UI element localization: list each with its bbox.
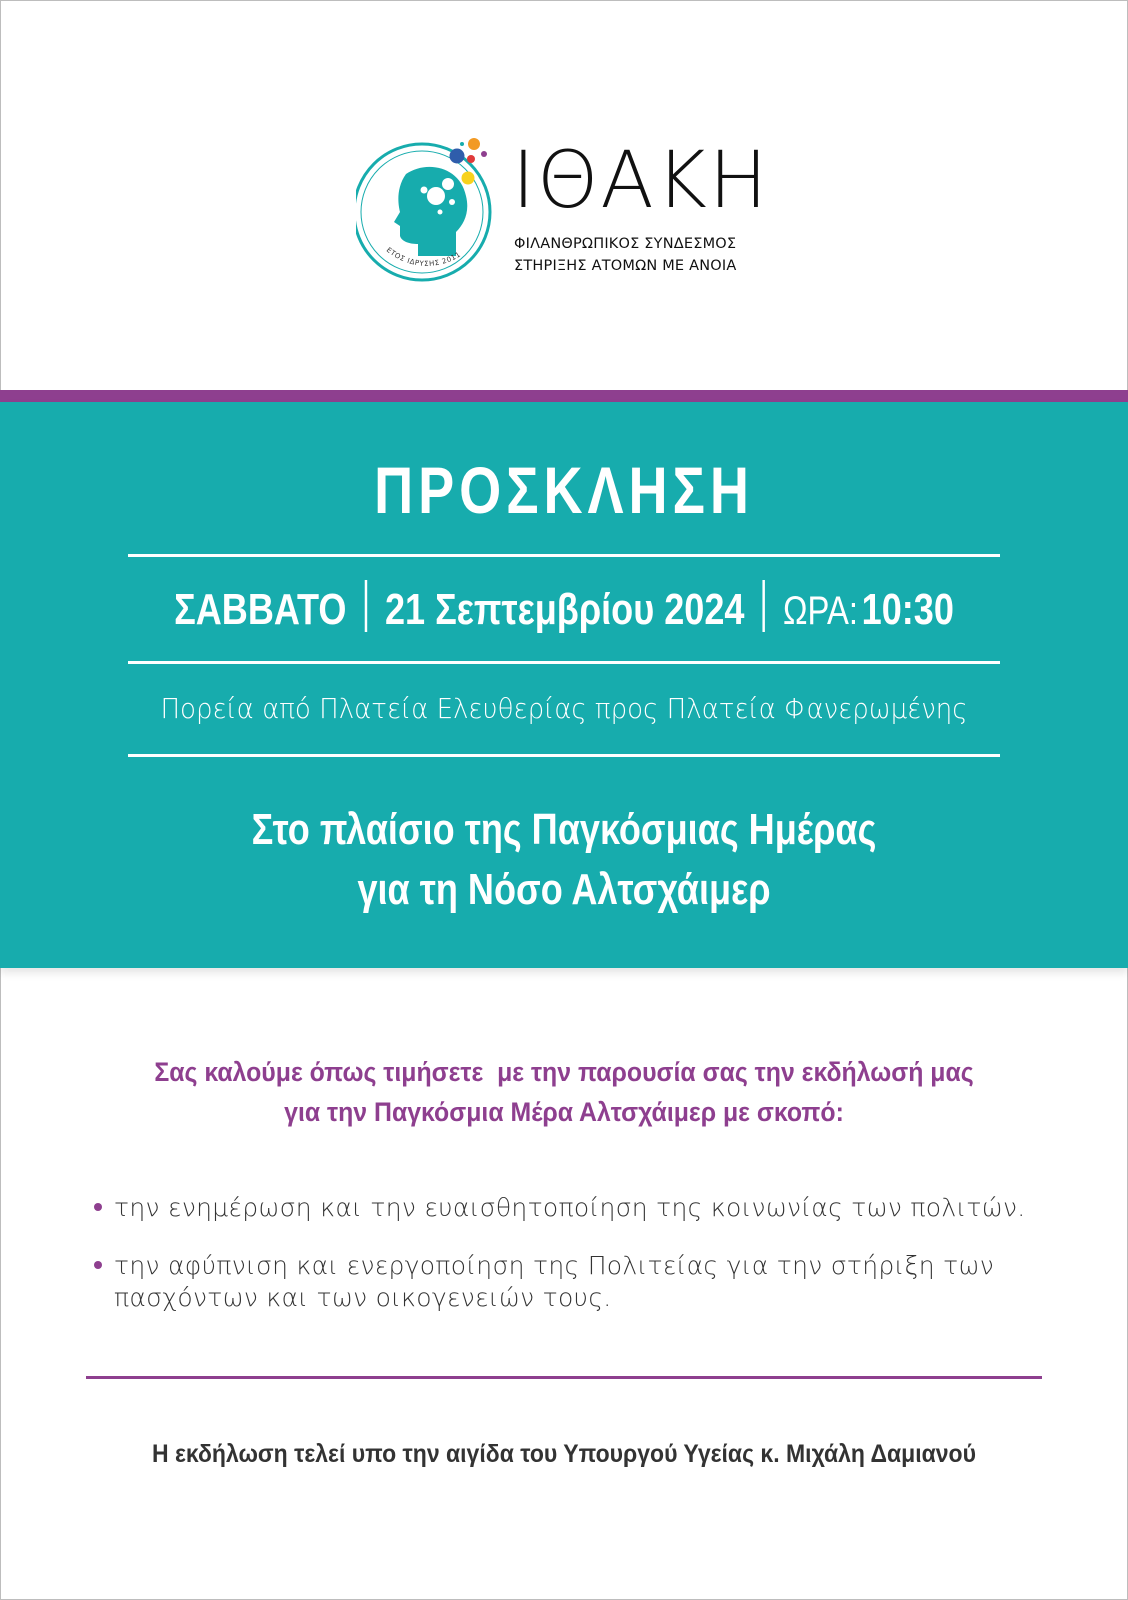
footer-divider (86, 1376, 1042, 1379)
time-label: ΩΡΑ: (783, 589, 858, 633)
invitation-line1: Σας καλούμε όπως τιμήσετε με την παρουσία σας την εκδήλωσή μας (154, 1057, 974, 1087)
bullet-icon (94, 1203, 102, 1211)
event-day: ΣΑΒΒΑΤΟ (174, 585, 347, 634)
event-date: 21 Σεπτεμβρίου 2024 (384, 585, 745, 634)
purple-strip (0, 390, 1128, 402)
list-item (94, 1250, 1054, 1314)
logo-emblem-icon (356, 134, 506, 294)
dot-red-icon (467, 155, 475, 163)
date-time-row (102, 580, 1027, 635)
context-line1: Στο πλαίσιο της Παγκόσμιας Ημέρας (251, 805, 877, 854)
organization-subtitle-line2: ΣΤΗΡΙΞΗΣ ΑΤΟΜΩΝ ΜΕ ΑΝΟΙΑ (514, 258, 737, 274)
event-time: 10:30 (861, 585, 954, 634)
banner-divider (128, 754, 1000, 757)
dot-purple-icon (481, 151, 487, 157)
dot-small-icon (460, 142, 464, 146)
goal-text: την ενημέρωση και την ευαισθητοποίηση της κοινωνίας των πολιτών. (114, 1193, 1026, 1222)
separator (763, 580, 765, 632)
organization-name: ΙΘΑΚΗ (512, 136, 770, 226)
bubble-icon (442, 178, 454, 190)
head-silhouette-icon (394, 167, 467, 256)
invitation-line2: για την Παγκόσμια Μέρα Αλτσχάιμερ με σκοπό: (284, 1097, 844, 1127)
march-route: Πορεία από Πλατεία Ελευθερίας προς Πλατεία Φανερωμένης (160, 692, 968, 725)
bullet-icon (94, 1261, 102, 1269)
bubble-icon (427, 187, 445, 205)
bubble-icon (449, 199, 455, 205)
seal-text: ΕΤΟΣ ΙΔΡΥΣΗΣ 2011 (384, 245, 463, 268)
organization-subtitle-line1: ΦΙΛΑΝΘΡΩΠΙΚΟΣ ΣΥΝΔΕΣΜΟΣ (514, 236, 737, 252)
organization-logo (356, 134, 776, 294)
banner-divider (128, 554, 1000, 557)
list-item (94, 1192, 1054, 1224)
separator (364, 580, 366, 632)
invitation-title: ΠΡΟΣΚΛΗΣΗ (374, 453, 754, 527)
goal-text: την αφύπνιση και ενεργοποίηση της Πολιτείας για την στήριξη των (114, 1251, 994, 1280)
dot-yellow-icon (462, 172, 475, 185)
goals-list (94, 1192, 1054, 1340)
banner-divider (128, 661, 1000, 664)
invitation-text (45, 1052, 1083, 1132)
bubble-icon (421, 187, 428, 194)
bubble-icon (438, 210, 443, 215)
patronage-note: Η εκδήλωση τελεί υπο την αιγίδα του Υπουργού Υγείας κ. Μιχάλη Δαμιανού (151, 1440, 977, 1468)
dot-blue-icon (450, 149, 465, 164)
context-line2: για τη Νόσο Αλτσχάιμερ (357, 865, 771, 914)
dot-orange-icon (468, 138, 480, 150)
event-context (102, 800, 1027, 920)
goal-text-continued: πασχόντων και των οικογενειών τους. (114, 1283, 612, 1312)
